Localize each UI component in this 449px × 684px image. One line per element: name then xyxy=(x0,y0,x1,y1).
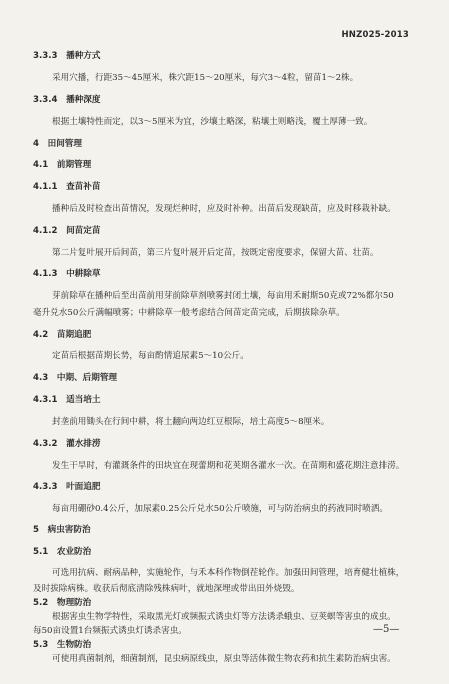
heading-5: 5 病虫害防治 xyxy=(33,525,91,535)
para-4-3-2: 发生干旱时，有灌溉条件的田块宜在现蕾期和花荚期各灌水一次。在苗期和盛花期注意排涝。 xyxy=(52,461,405,471)
heading-4-1-2: 4.1.2 间苗定苗 xyxy=(33,226,101,236)
page-number: —5— xyxy=(373,624,400,635)
para-4-3-1: 封垄前用锄头在行间中耕，将土翻向两边红豆根际，培土高度5～8厘米。 xyxy=(52,417,330,427)
para-4-2: 定苗后根据苗期长势，每亩酌情追尿素5～10公斤。 xyxy=(52,351,249,361)
para-4-1-1: 播种后及时检查出苗情况，发现烂种时，应及时补种。出苗后发现缺苗，应及时移栽补缺。 xyxy=(52,204,396,214)
heading-4-3-2: 4.3.2 灌水排涝 xyxy=(33,439,101,449)
para-4-1-2: 第二片复叶展开后间苗，第三片复叶展开后定苗，按既定密度要求，保留大苗、壮苗。 xyxy=(52,248,379,258)
heading-5-1: 5.1 农业防治 xyxy=(33,547,92,557)
para-5-2-line1: 根据害虫生物学特性，采取黑光灯或频振式诱虫灯等方法诱杀蛾虫、豆荚螟等害虫的成虫。 xyxy=(52,612,396,622)
heading-4: 4 田间管理 xyxy=(33,139,82,149)
para-5-3: 可使用真菌制剂，细菌制剂，昆虫病原线虫，原虫等活体微生物农药和抗生素防治病虫害。 xyxy=(52,654,396,664)
para-4-1-3-line1: 芽前除草在播种后至出苗前用芽前除草剂喷雾封闭土壤，每亩用禾耐斯50克或72%都尔50 xyxy=(52,291,394,301)
heading-4-1-1: 4.1.1 查苗补苗 xyxy=(33,182,101,192)
para-4-1-3-line2: 毫升兑水50公斤满幅喷雾；中耕除草一般考虑结合间苗定苗完成，后期拔除杂草。 xyxy=(33,308,345,318)
para-5-2-line2: 每50亩设置1台频振式诱虫灯诱杀害虫。 xyxy=(33,626,187,636)
para-5-1-line1: 可选用抗病、耐病品种，实施轮作，与禾本科作物倒茬轮作。加强田间管理，培育健壮植株， xyxy=(52,568,405,578)
heading-5-2: 5.2 物理防治 xyxy=(33,598,92,608)
heading-4-1-3: 4.1.3 中耕除草 xyxy=(33,269,101,279)
para-3-3-4: 根据土壤特性而定，以3～5厘米为宜，沙壤土略深，粘壤土则略浅，覆土厚薄一致。 xyxy=(52,117,373,127)
heading-4-3-3: 4.3.3 叶面追肥 xyxy=(33,482,101,492)
para-3-3-3: 采用穴播，行距35～45厘米，株穴距15～20厘米，每穴3～4粒，留苗1～2株。 xyxy=(52,73,359,83)
heading-3-3-4: 3.3.4 播种深度 xyxy=(33,95,101,105)
heading-4-2: 4.2 苗期追肥 xyxy=(33,330,92,340)
heading-4-1: 4.1 前期管理 xyxy=(33,160,92,170)
para-5-1-line2: 及时拔除病株。收获后彻底清除残株病叶，就地深埋或带出田外烧毁。 xyxy=(33,584,300,594)
standard-number: HNZ025-2013 xyxy=(341,30,409,40)
heading-3-3-3: 3.3.3 播种方式 xyxy=(33,51,101,61)
para-4-3-3: 每亩用硼砂0.4公斤，加尿素0.25公斤兑水50公斤喷施，可与防治病虫的药液同时喷洒。 xyxy=(52,504,388,514)
heading-4-3-1: 4.3.1 适当培土 xyxy=(33,395,101,405)
heading-4-3: 4.3 中期、后期管理 xyxy=(33,373,118,383)
heading-5-3: 5.3 生物防治 xyxy=(33,640,92,650)
